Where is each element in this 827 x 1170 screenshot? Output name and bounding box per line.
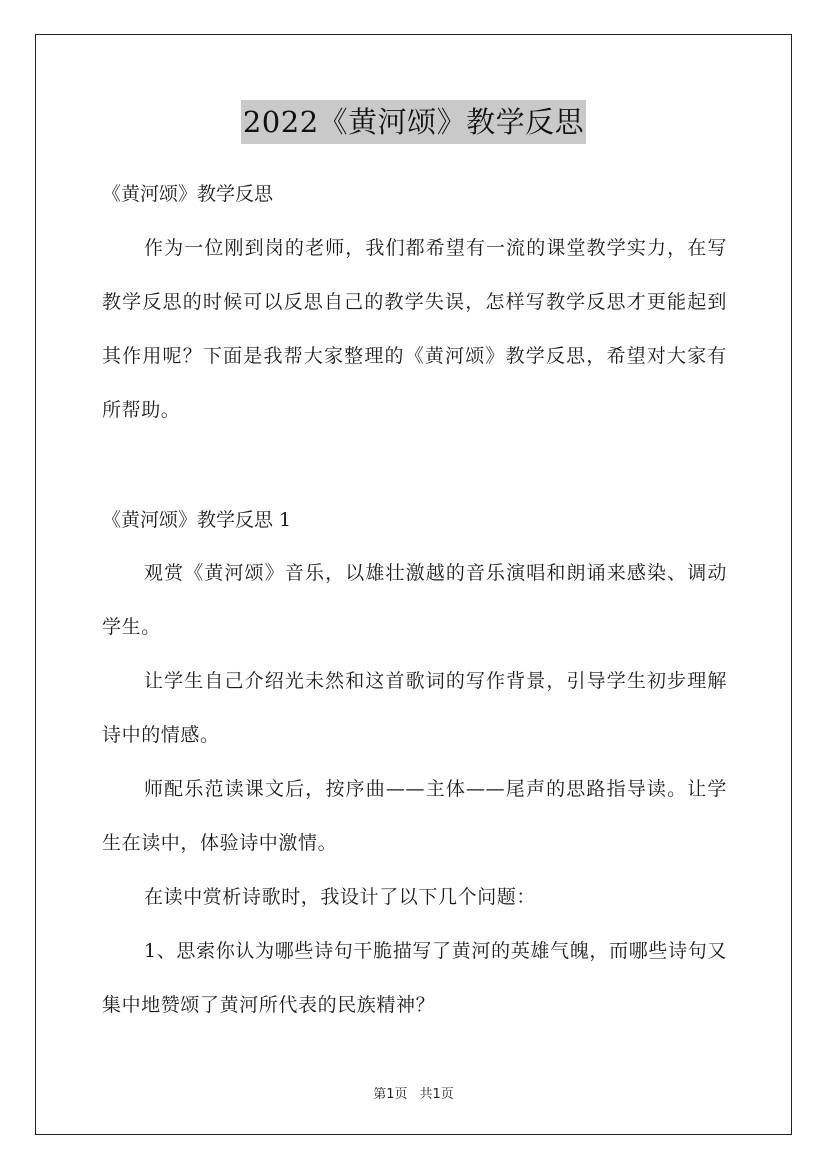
title-container: [0, 100, 827, 144]
paragraph-4: 在读中赏析诗歌时，我设计了以下几个问题：: [144, 886, 537, 908]
page-number: 第1页: [373, 1087, 408, 1102]
paragraph-2: 让学生自己介绍光未然和这首歌词的写作背景，引导学生初步理解诗中的情感。: [102, 670, 727, 746]
paragraph-1: 观赏《黄河颂》音乐，以雄壮激越的音乐演唱和朗诵来感染、调动学生。: [102, 562, 727, 638]
paragraph-3: 师配乐范读课文后，按序曲——主体——尾声的思路指导读。让学生在读中，体验诗中激情。: [102, 778, 727, 854]
subheading-reflection-1: 《黄河颂》教学反思 1: [102, 509, 292, 531]
intro-paragraph: 作为一位刚到岗的老师，我们都希望有一流的课堂教学实力，在写教学反思的时候可以反思自己的教学失误，怎样写教学反思才更能起到其作用呢？下面是我帮大家整理的《黄河颂》教学反思，希望对大家有所帮助。: [102, 237, 727, 421]
document-title: 2022《黄河颂》教学反思: [241, 100, 586, 144]
paragraph-5: 1、思索你认为哪些诗句干脆描写了黄河的英雄气魄，而哪些诗句又集中地赞颂了黄河所代表的民族精神？: [102, 940, 727, 1016]
page-total: 共1页: [419, 1087, 454, 1102]
reflection-1-section: [102, 546, 727, 1032]
subheading-intro: 《黄河颂》教学反思: [102, 183, 274, 205]
page-footer: [0, 1083, 827, 1102]
intro-section: [102, 221, 727, 437]
